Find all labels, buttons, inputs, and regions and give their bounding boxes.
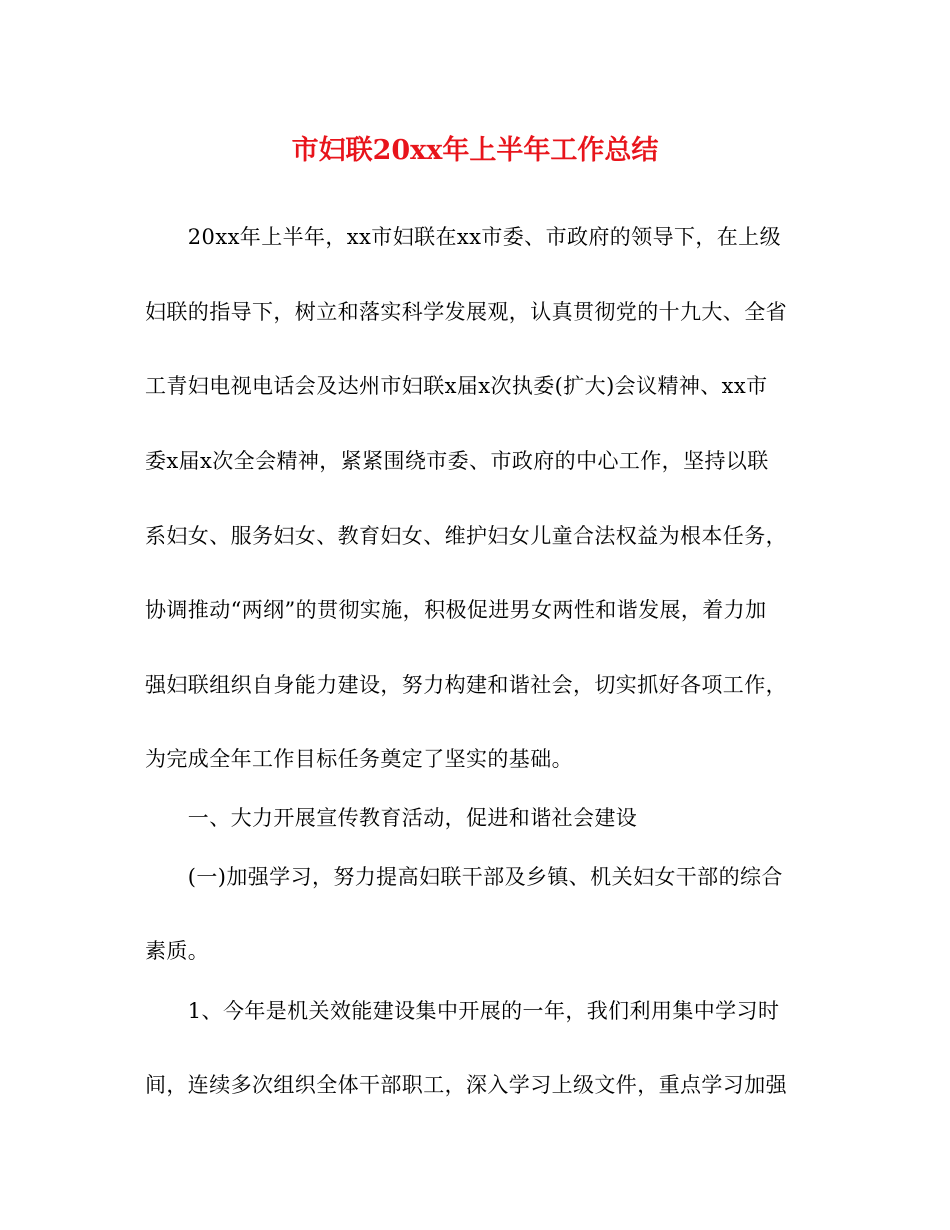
subsection-heading: (一)加强学习，努力提高妇联干部及乡镇、机关妇女干部的综合 [145, 865, 783, 889]
paragraph-line: 间，连续多次组织全体干部职工，深入学习上级文件，重点学习加强 [145, 1073, 787, 1097]
paragraph-line: 为完成全年工作目标任务奠定了坚实的基础。 [145, 747, 573, 771]
paragraph-line: 系妇女、服务妇女、教育妇女、维护妇女儿童合法权益为根本任务， [145, 524, 787, 548]
paragraph-line: 20xx年上半年，xx市妇联在xx市委、市政府的领导下，在上级 [145, 225, 781, 249]
section-heading: 一、大力开展宣传教育活动，促进和谐社会建设 [145, 806, 638, 830]
paragraph-line: 工青妇电视电话会及达州市妇联x届x次执委(扩大)会议精神、xx市 [145, 374, 768, 398]
paragraph-line: 1、今年是机关效能建设集中开展的一年，我们利用集中学习时 [145, 999, 780, 1023]
paragraph-line: 素质。 [145, 939, 210, 963]
paragraph-line: 妇联的指导下，树立和落实科学发展观，认真贯彻党的十九大、全省 [145, 300, 787, 324]
paragraph-line: 协调推动“两纲”的贯彻实施，积极促进男女两性和谐发展，着力加 [145, 598, 767, 622]
paragraph-line: 强妇联组织自身能力建设，努力构建和谐社会，切实抓好各项工作， [145, 673, 787, 697]
document-title: 市妇联20xx年上半年工作总结 [291, 135, 659, 166]
paragraph-line: 委x届x次全会精神，紧紧围绕市委、市政府的中心工作，坚持以联 [145, 449, 769, 473]
